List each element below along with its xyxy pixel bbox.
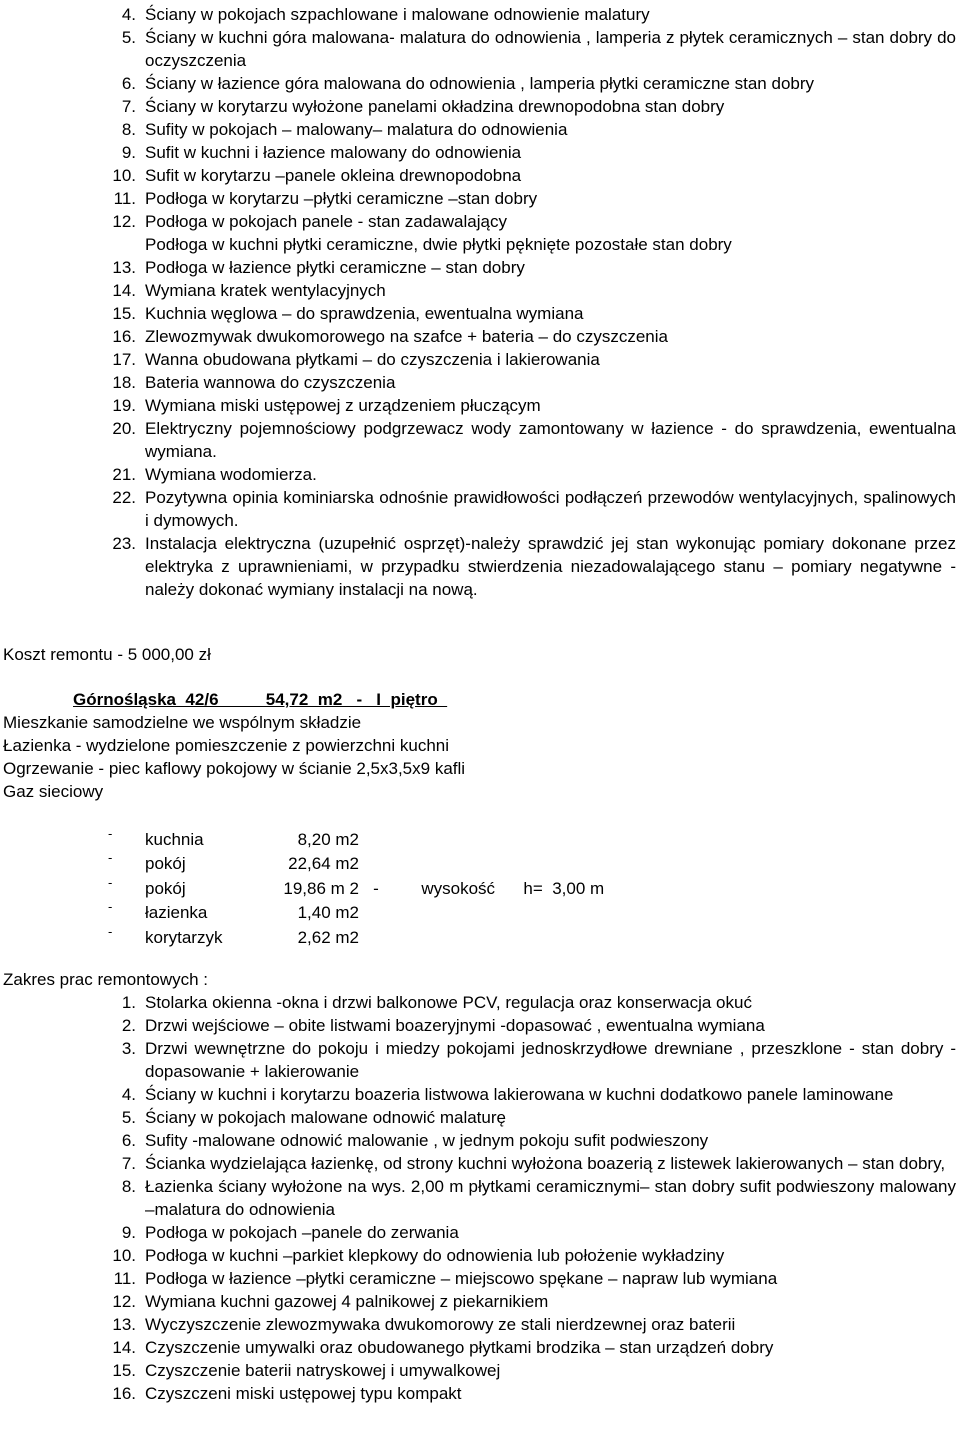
apartment-title: Górnośląska 42/6 54,72 m2 - I piętro	[73, 690, 448, 709]
repair-scope-list	[100, 991, 960, 1405]
list-item: 11. Podłoga w korytarzu –płytki ceramiczne –stan dobry	[113, 189, 538, 208]
room-name: pokój	[145, 878, 186, 898]
room-row	[108, 925, 604, 950]
dash-marker: -	[108, 874, 113, 890]
list-item: 9. Sufit w kuchni i łazience malowany do odnowienia	[121, 143, 522, 162]
list-item: 1. Stolarka okienna -okna i drzwi balkonowe PCV, regulacja oraz konserwacja okuć	[121, 993, 752, 1012]
room-name: pokój	[145, 854, 186, 874]
room-area: 8,20 m2	[297, 829, 359, 849]
list-item: 10. Podłoga w kuchni –parkiet klepkowy do odnowienia lub położenie wykładziny	[112, 1246, 725, 1265]
list-item: 6. Sufity -malowane odnowić malowanie , w jednym pokoju sufit podwieszony	[121, 1131, 709, 1150]
dash-marker: -	[108, 923, 113, 939]
list-item: 11. Podłoga w łazience –płytki ceramiczne – miejscowo spękane – napraw lub wymiana	[113, 1269, 778, 1288]
room-name: łazienka	[145, 903, 208, 923]
list-item: 8. Łazienka ściany wyłożone na wys. 2,00 m płytkami ceramicznymi– stan dobry sufit podwieszony malowany –malatura do odnowienia	[121, 1177, 956, 1219]
list-item: 14. Czyszczenie umywalki oraz obudowanego płytkami brodzika – stan urządzeń dobry	[112, 1338, 774, 1357]
dash-marker: -	[108, 899, 113, 915]
apartment-line: Mieszkanie samodzielne we wspólnym składzie	[3, 713, 362, 732]
list-item: 16. Czyszczeni miski ustępowej typu kompakt	[112, 1384, 462, 1403]
list-item-continuation: Podłoga w kuchni płytki ceramiczne, dwie płytki pęknięte pozostałe stan dobry	[145, 235, 732, 254]
list-item: 14. Wymiana kratek wentylacyjnych	[112, 281, 386, 300]
list-item: 2. Drzwi wejściowe – obite listwami boazeryjnymi -dopasować , ewentualna wymiana	[121, 1016, 765, 1035]
list-item: 13. Podłoga w łazience płytki ceramiczne – stan dobry	[112, 258, 525, 277]
list-item: 8. Sufity w pokojach – malowany– malatura do odnowienia	[121, 120, 568, 139]
list-item: 23. Instalacja elektryczna (uzupełnić osprzęt)-należy sprawdzić jej stan wykonując pomiary dokonane przez elektryka z uprawnieniami, w przypadku stwierdzenia niezadowalającego stanu – pomiary negatywne -należy dokonać wymiany instalacji na nową.	[112, 534, 956, 599]
list-item: 12. Podłoga w pokojach panele - stan zadawalający Podłoga w kuchni płytki ceramiczne, dwie płytki pęknięte pozostałe stan dobry	[100, 210, 960, 256]
list-item: 3. Drzwi wewnętrzne do pokoju i miedzy pokojami jednoskrzydłowe drewniane , przeszklone - stan dobry - dopasowanie + lakierowanie	[121, 1039, 956, 1081]
list-item: 10. Sufit w korytarzu –panele okleina drewnopodobna	[112, 166, 522, 185]
list-item-line: Podłoga w pokojach panele - stan zadawalający	[145, 212, 507, 231]
apartment-line: Łazienka - wydzielone pomieszczenie z powierzchni kuchni	[3, 736, 450, 755]
list-item: 4. Ściany w pokojach szpachlowane i malowane odnowienie malatury	[121, 5, 650, 24]
list-item: 18. Bateria wannowa do czyszczenia	[112, 373, 396, 392]
apartment-line: Gaz sieciowy	[3, 782, 104, 801]
list-item: 7. Ścianka wydzielająca łazienkę, od strony kuchni wyłożona boazerią z listewek lakierowanych – stan dobry,	[121, 1154, 946, 1173]
room-area: 19,86 m 2	[283, 878, 359, 898]
list-item: 20. Elektryczny pojemnościowy podgrzewacz wody zamontowany w łazience - do sprawdzenia, ewentualna wymiana.	[112, 419, 956, 461]
room-area: 22,64 m2	[288, 854, 359, 874]
list-item: 19. Wymiana miski ustępowej z urządzeniem płuczącym	[112, 396, 541, 415]
list-item: 17. Wanna obudowana płytkami – do czyszczenia i lakierowania	[112, 350, 600, 369]
dash-marker: -	[108, 850, 113, 866]
condition-list	[100, 3, 960, 601]
room-extra: - wysokość h= 3,00 m	[359, 878, 605, 898]
list-item: 16. Zlewozmywak dwukomorowego na szafce + bateria – do czyszczenia	[112, 327, 668, 346]
room-area: 1,40 m2	[297, 903, 359, 923]
room-area: 2,62 m2	[297, 927, 359, 947]
room-row	[108, 827, 604, 852]
room-name: korytarzyk	[145, 927, 223, 947]
apartment-line: Ogrzewanie - piec kaflowy pokojowy w ścianie 2,5x3,5x9 kafli	[3, 759, 466, 778]
scope-heading: Zakres prac remontowych :	[3, 970, 209, 989]
room-name: kuchnia	[145, 829, 204, 849]
room-row	[108, 852, 604, 877]
list-item: 7. Ściany w korytarzu wyłożone panelami okładzina drewnopodobna stan dobry	[121, 97, 725, 116]
room-row	[108, 876, 604, 901]
room-row	[108, 901, 604, 926]
list-item: 5. Ściany w pokojach malowane odnowić malaturę	[121, 1108, 506, 1127]
list-item: 4. Ściany w kuchni i korytarzu boazeria listwowa lakierowana w kuchni dodatkowo panele laminowane	[121, 1085, 894, 1104]
dash-marker: -	[108, 825, 113, 841]
list-item: 12. Wymiana kuchni gazowej 4 palnikowej z piekarnikiem	[112, 1292, 549, 1311]
list-item: 15. Czyszczenie baterii natryskowej i umywalkowej	[112, 1361, 501, 1380]
list-item: 15. Kuchnia węglowa – do sprawdzenia, ewentualna wymiana	[112, 304, 584, 323]
list-item: 5. Ściany w kuchni góra malowana- malatura do odnowienia , lamperia z płytek ceramicznych – stan dobry do oczyszczenia	[121, 28, 956, 70]
repair-cost: Koszt remontu - 5 000,00 zł	[3, 645, 211, 664]
room-list	[108, 827, 604, 950]
list-item: 21. Wymiana wodomierza.	[112, 465, 317, 484]
list-item: 22. Pozytywna opinia kominiarska odnośnie prawidłowości podłączeń przewodów wentylacyjnych, spalinowych i dymowych.	[112, 488, 956, 530]
list-item: 9. Podłoga w pokojach –panele do zerwania	[121, 1223, 459, 1242]
list-item: 13. Wyczyszczenie zlewozmywaka dwukomorowy ze stali nierdzewnej oraz baterii	[112, 1315, 736, 1334]
list-item: 6. Ściany w łazience góra malowana do odnowienia , lamperia płytki ceramiczne stan dobry	[121, 74, 815, 93]
